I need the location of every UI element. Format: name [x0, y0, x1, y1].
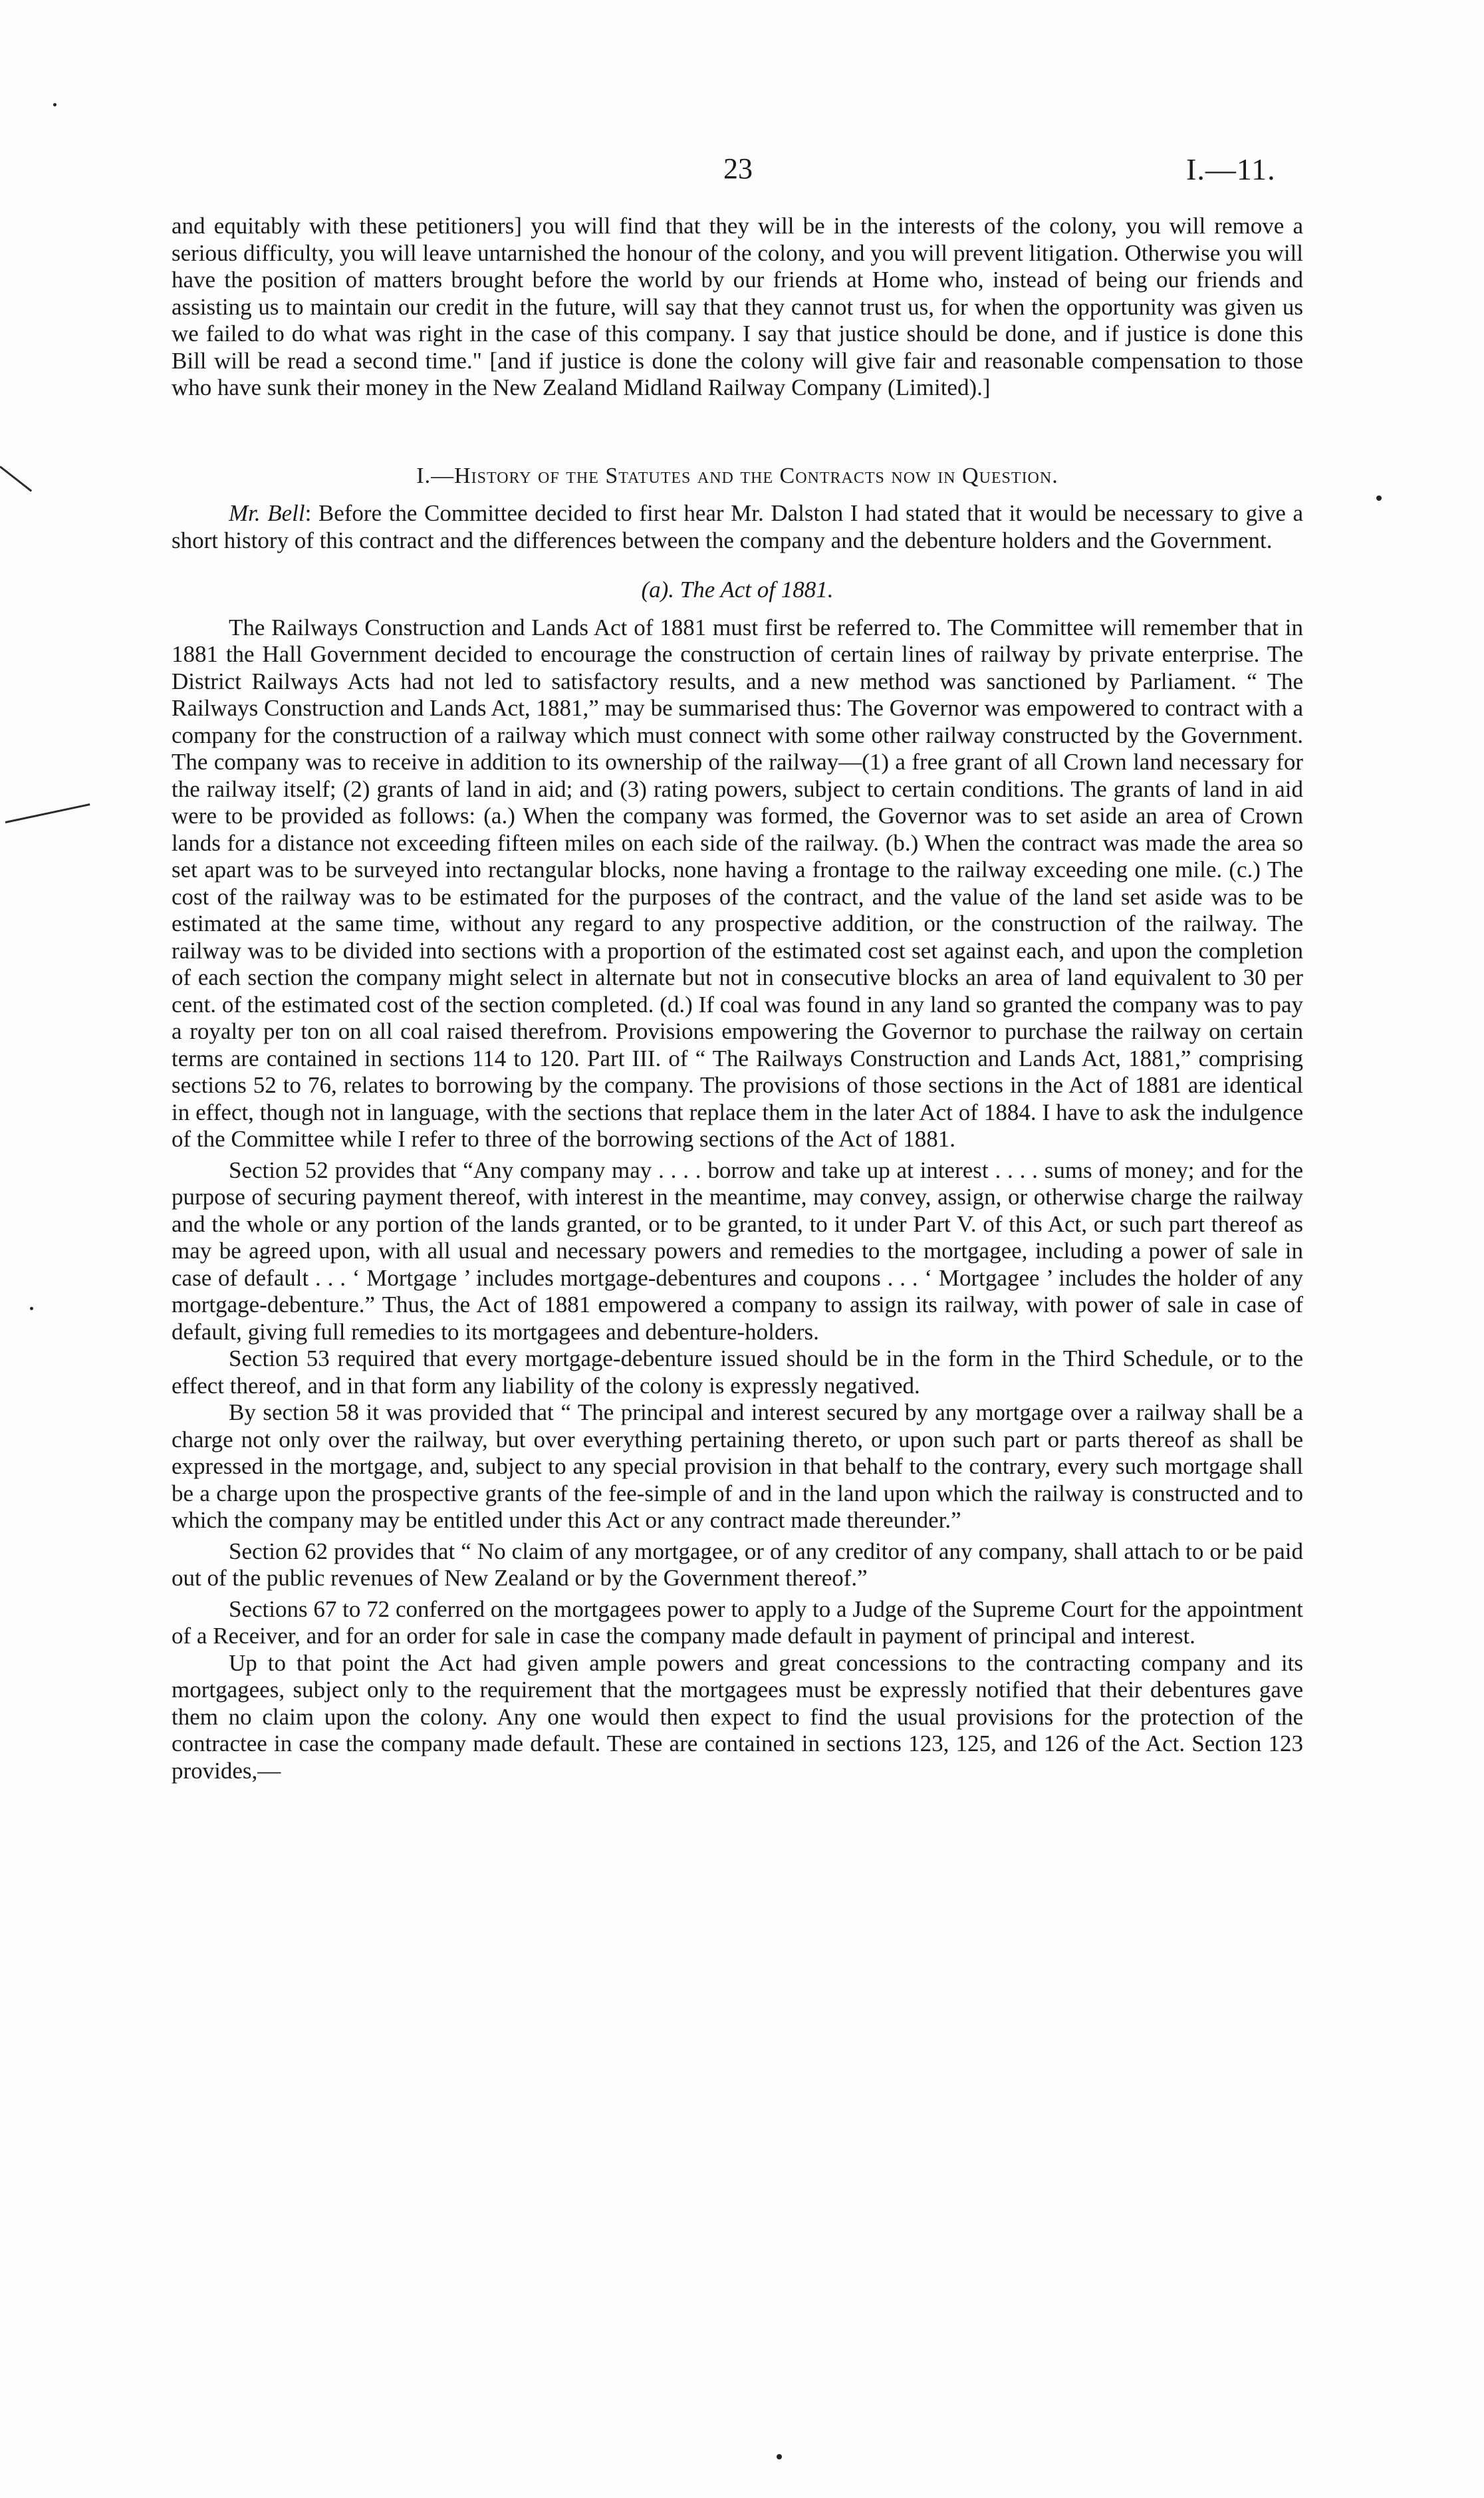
- scan-dot: [1376, 495, 1382, 501]
- paragraph-conclusion: Up to that point the Act had given ample powers and great concessions to the contracting company and its mortgagees, subject only to the requirement that the mortgagees must be expressly notified that their debentures gave them no claim upon the colony. Any one would then expect to find the usual provisions for the protection of the contractee in case the company made default. These are contained in sections 123, 125, and 126 of the Act. Section 123 provides,—: [172, 1649, 1303, 1784]
- scan-dot: [777, 2454, 782, 2459]
- bell-intro-text: : Before the Committee decided to first hear Mr. Dalston I had stated that it would be necessary to give a short history of this contract and the differences between the company and the debenture holders and the Government.: [172, 500, 1303, 553]
- document-reference: I.—11.: [1186, 152, 1276, 186]
- scan-mark: [0, 466, 32, 491]
- scan-mark: [5, 803, 90, 823]
- intro-paragraph: and equitably with these petitioners] you will find that they will be in the interests of the colony, you will remove a serious difficulty, you will leave untarnished the honour of the colony, and you will prevent litigation. Otherwise you will have the position of matters brought before the world by our friends at Home who, instead of being our friends and assisting us to maintain our credit in the future, will say that they cannot trust us, for when the opportunity was given us we failed to do what was right in the case of this company. I say that justice should be done, and if justice is done this Bill will be read a second time." [and if justice is done the colony will give fair and reasonable compensation to those who have sunk their money in the New Zealand Midland Railway Company (Limited).]: [172, 213, 1303, 400]
- paragraph-section-62: Section 62 provides that “ No claim of any mortgagee, or of any creditor of any company, shall attach to or be paid out of the public revenues of New Zealand or by the Government thereof.”: [172, 1538, 1303, 1591]
- scan-dot: [53, 103, 57, 106]
- page-number: 23: [723, 152, 753, 185]
- document-body: [172, 213, 1303, 1784]
- paragraph-sections-67-72: Sections 67 to 72 conferred on the mortgagees power to apply to a Judge of the Supreme Court for the appointment of a Receiver, and for an order for sale in case the company made default in payment of principal and interest.: [172, 1596, 1303, 1649]
- paragraph-act-1881: The Railways Construction and Lands Act of 1881 must first be referred to. The Committee will remember that in 1881 the Hall Government decided to encourage the construction of certain lines of railway by private enterprise. The District Railways Acts had not led to satisfactory results, and a new method was sanctioned by Parliament. “ The Railways Construction and Lands Act, 1881,” may be summarised thus: The Governor was empowered to contract with a company for the construction of a railway which must connect with some other railway constructed by the Government. The company was to receive in addition to its ownership of the railway—(1) a free grant of all Crown land necessary for the railway itself; (2) grants of land in aid; and (3) rating powers, subject to certain conditions. The grants of land in aid were to be provided as follows: (a.) When the company was formed, the Governor was to set aside an area of Crown lands for a distance not exceeding fifteen miles on each side of the railway. (b.) When the contract was made the area so set apart was to be surveyed into rectangular blocks, none having a frontage to the railway exceeding one mile. (c.) The cost of the railway was to be estimated for the purposes of the contract, and the value of the land set aside was to be estimated at the same time, without any regard to any prospective addition, or the construction of the railway. The railway was to be divided into sections with a proportion of the estimated cost set against each, and upon the completion of each section the company might select in alternate but not in consecutive blocks an area of land equivalent to 30 per cent. of the estimated cost of the section completed. (d.) If coal was found in any land so granted the company was to pay a royalty per ton on all coal raised therefrom. Provisions empowering the Governor to purchase the railway on certain terms are contained in sections 114 to 120. Part III. of “ The Railways Construction and Lands Act, 1881,” comprising sections 52 to 76, relates to borrowing by the company. The provisions of those sections in the Act of 1881 are identical in effect, though not in language, with the sections that replace them in the later Act of 1884. I have to ask the indulgence of the Committee while I refer to three of the borrowing sections of the Act of 1881.: [172, 614, 1303, 1152]
- paragraph-section-52: Section 52 provides that “Any company may . . . . borrow and take up at interest . . . . sums of money; and for the purpose of securing payment thereof, with interest in the meantime, may convey, assign, or otherwise charge the railway and the whole or any portion of the lands granted, or to be granted, to it under Part V. of this Act, or such part thereof as may be agreed upon, with all usual and necessary powers and remedies to the mortgagee, including a power of sale in case of default . . . ‘ Mortgage ’ includes mortgage-debentures and coupons . . . ‘ Mortgagee ’ includes the holder of any mortgage-debenture.” Thus, the Act of 1881 empowered a company to assign its railway, with power of sale in case of default, giving full remedies to its mortgagees and debenture-holders.: [172, 1157, 1303, 1345]
- section-heading: I.—History of the Statutes and the Contracts now in Question.: [416, 463, 1058, 488]
- scan-dot: [30, 1307, 33, 1310]
- sub-heading: (a). The Act of 1881.: [641, 577, 834, 603]
- speaker-name: Mr. Bell: [229, 500, 305, 526]
- paragraph-section-53: Section 53 required that every mortgage-debenture issued should be in the form in the Third Schedule, or to the effect thereof, and in that form any liability of the colony is expressly negatived.: [172, 1345, 1303, 1399]
- paragraph-section-58: By section 58 it was provided that “ The principal and interest secured by any mortgage over a railway shall be a charge not only over the railway, but over everything pertaining thereto, or upon such part or parts thereof as shall be expressed in the mortgage, and, subject to any special provision in that behalf to the contrary, every such mortgage shall be a charge upon the prospective grants of the fee-simple of and in the land upon which the railway is constructed and to which the company may be entitled under this Act or any contract made thereunder.”: [172, 1399, 1303, 1533]
- bell-intro-paragraph: [172, 500, 1303, 554]
